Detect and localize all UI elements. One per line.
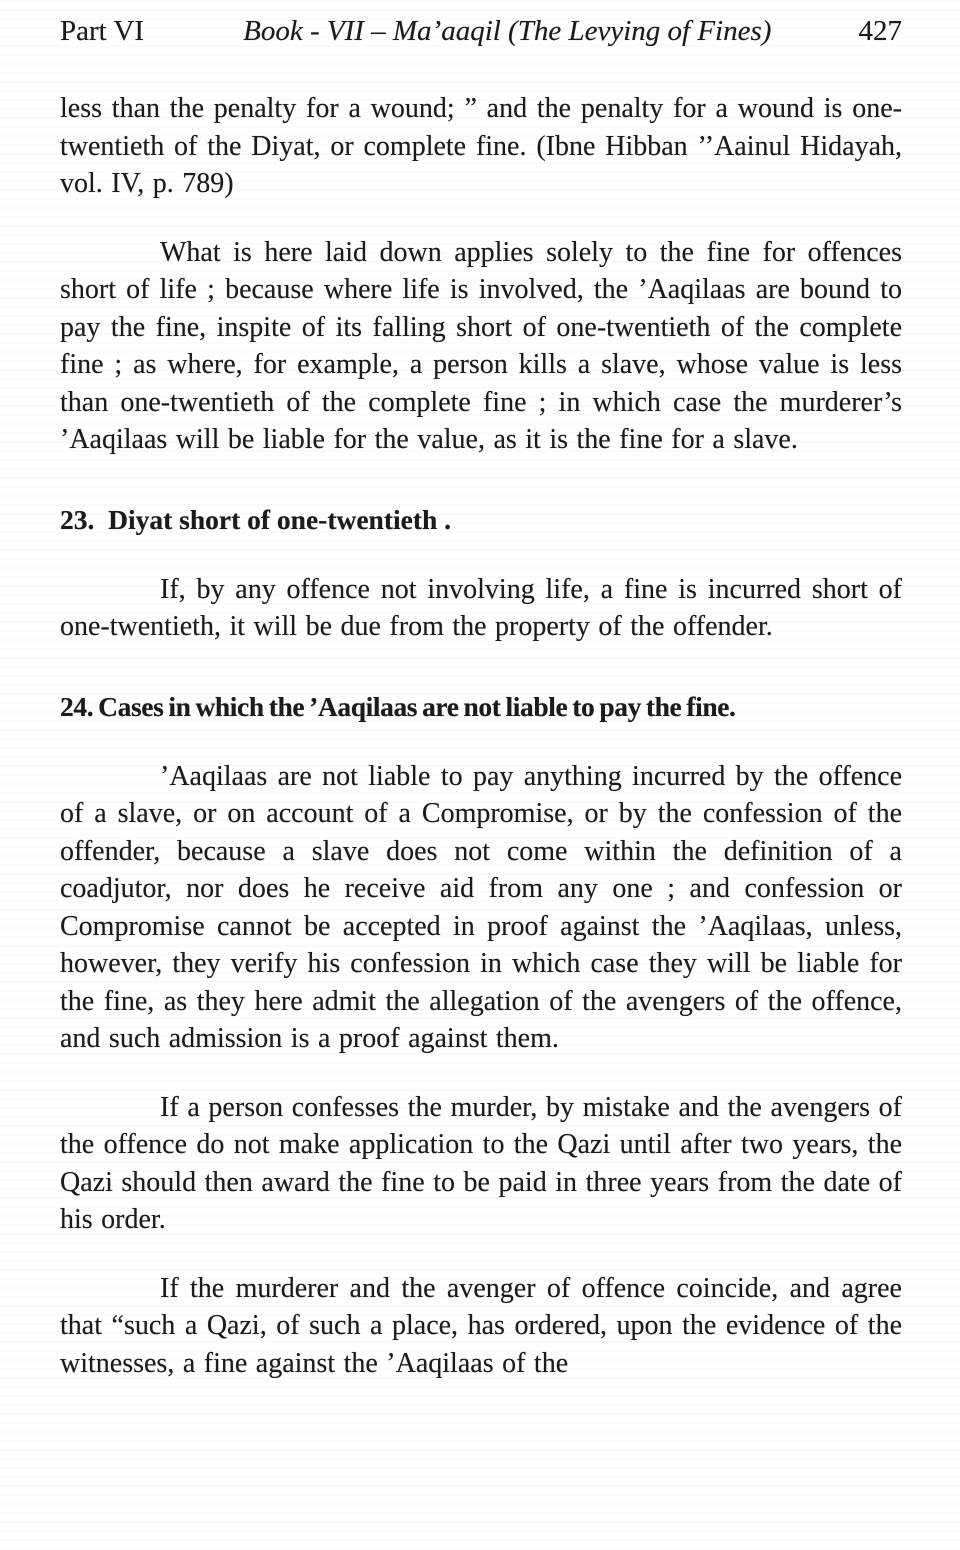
header-page-number: 427 xyxy=(858,15,902,47)
paragraph-aaqilaas-not-liable: ’Aaqilaas are not liable to pay anything incurred by the offence of a slave, or on account of a Compromise, or by the confession of the offender, because a slave does not come within the definition of a coadjutor, nor does he receive aid from any one ; and confession or Compromise cannot be accepted in proof against the ’Aaqilaas, unless, however, they verify his confession in which case they will be liable for the fine, as they here admit the allegation of the avengers of the offence, and such admission is a proof against them. xyxy=(60,760,902,1054)
section-heading-23: 23. Diyat short of one-twentieth . xyxy=(60,503,452,535)
paragraph-diyat-short-of-one-twentieth: If, by any offence not involving life, a fine is incurred short of one-twentieth, it will be due from the property of the offender. xyxy=(60,573,902,642)
section-heading-24: 24. Cases in which the ’Aaqilaas are not liable to pay the fine. xyxy=(60,690,736,722)
paragraph-confession-of-murder: If a person confesses the murder, by mistake and the avengers of the offence do not make application to the Qazi until after two years, the Qazi should then award the fine to be paid in three years from the date of his order. xyxy=(60,1091,902,1235)
page-header xyxy=(60,12,902,50)
header-part-label: Part VI xyxy=(60,15,145,47)
paragraph-what-is-laid-down: What is here laid down applies solely to the fine for offences short of life ; because where life is involved, the ’Aaqilaas are bound to pay the fine, inspite of its falling short of one-twentieth of the complete fine ; as where, for example, a person kills a slave, whose value is less than one-twentieth of the complete fine ; in which case the murderer’s ’Aaqilaas will be liable for the value, as it is the fine for a slave. xyxy=(60,236,902,455)
page-body xyxy=(60,90,902,1382)
header-book-title: Book - VII – Ma’aaqil (The Levying of Fines) xyxy=(243,15,772,47)
paragraph-wound-penalty: less than the penalty for a wound; ” and the penalty for a wound is one-twentieth of the Diyat, or complete fine. (Ibne Hibban ’’Aainul Hidayah, vol. IV, p. 789) xyxy=(60,93,902,199)
paragraph-murderer-avenger-coincide: If the murderer and the avenger of offence coincide, and agree that “such a Qazi, of such a place, has ordered, upon the evidence of the witnesses, a fine against the ’Aaqilaas of the xyxy=(60,1272,902,1379)
